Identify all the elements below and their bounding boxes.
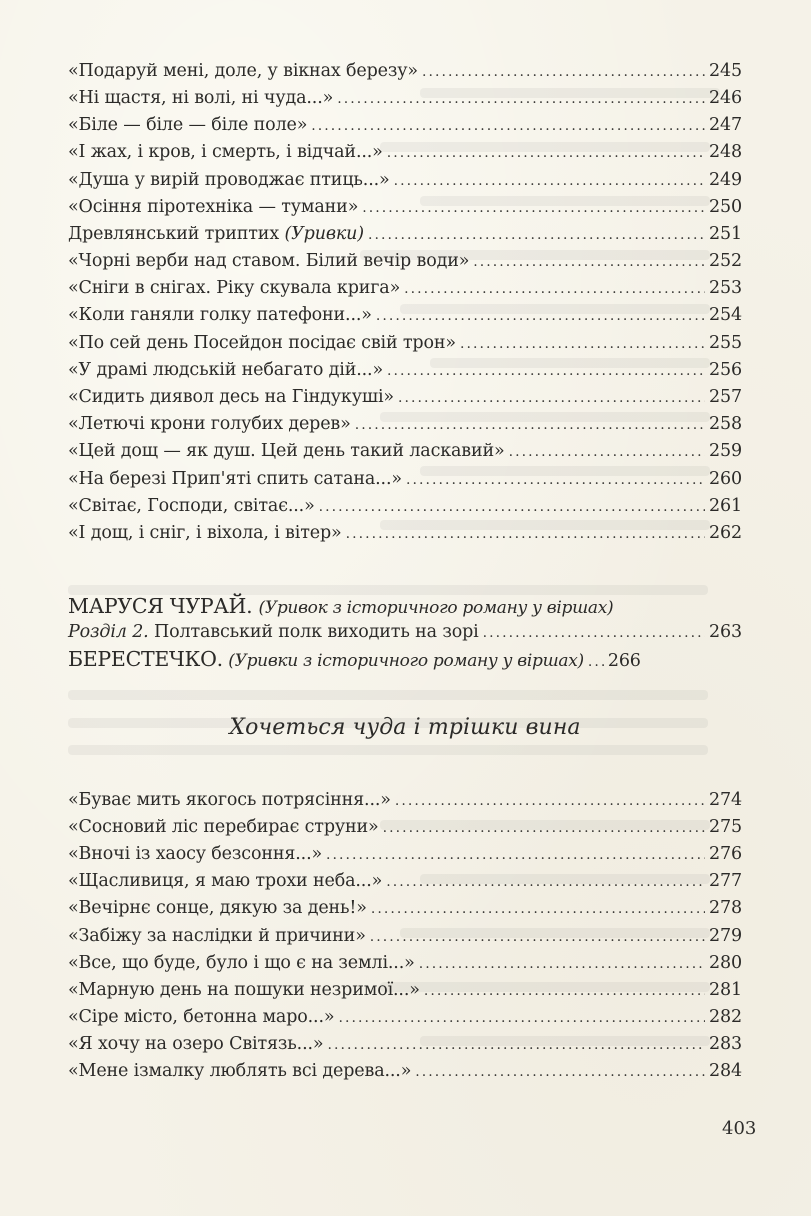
toc-entry[interactable] (68, 1007, 742, 1034)
dot-leader (370, 929, 705, 945)
toc-entry-title-note: (Уривки) (284, 224, 364, 244)
dot-leader (383, 820, 705, 836)
page-number: 403 (722, 1118, 757, 1139)
work-subtitle: (Уривки з історичного роману у віршах) (228, 651, 584, 671)
toc-entry[interactable] (68, 197, 742, 224)
toc-entry[interactable] (68, 1034, 742, 1061)
dot-leader (419, 956, 705, 972)
toc-entry-title: «Мене ізмалку люблять всі дерева...» (68, 1061, 412, 1081)
toc-entry-title: «Біле — біле — біле поле» (68, 115, 308, 135)
dot-leader (346, 526, 705, 542)
toc-entry-page: 248 (709, 142, 742, 162)
toc-entry-title: «Подаруй мені, доле, у вікнах березу» (68, 61, 418, 81)
toc-entry-title (68, 224, 368, 244)
toc-entry[interactable] (68, 926, 742, 953)
toc-entry[interactable] (68, 871, 742, 898)
toc-entry-title: «Осіння піротехніка — тумани» (68, 197, 359, 217)
dot-leader (424, 983, 705, 999)
dot-leader (319, 499, 705, 515)
dot-leader (327, 1037, 705, 1053)
toc-entry-page: 278 (709, 898, 742, 918)
chapter-label: Розділ 2. (68, 622, 149, 642)
toc-entry-page: 249 (709, 170, 742, 190)
dot-leader (395, 793, 705, 809)
toc-entry-page: 252 (709, 251, 742, 271)
toc-entry-title: «Сніги в снігах. Ріку скувала крига» (68, 278, 401, 298)
toc-entry-page: 274 (709, 790, 742, 810)
dot-leader (406, 472, 705, 488)
toc-entry[interactable] (68, 523, 742, 550)
toc-entry[interactable] (68, 142, 742, 169)
toc-entry-page: 275 (709, 817, 742, 837)
toc-entry-title: «Сидить диявол десь на Гіндукуші» (68, 387, 394, 407)
toc-entry[interactable] (68, 496, 742, 523)
dot-leader (483, 625, 705, 641)
dot-leader (338, 1010, 705, 1026)
toc-entry-title: «І дощ, і сніг, і віхола, і вітер» (68, 523, 342, 543)
dot-leader (404, 281, 705, 297)
toc-entry-page: 247 (709, 115, 742, 135)
toc-entry-page: 250 (709, 197, 742, 217)
toc-entry-page: 254 (709, 305, 742, 325)
toc-entry[interactable] (68, 61, 742, 88)
dot-leader (371, 901, 705, 917)
work-title: БЕРЕСТЕЧКО. (68, 647, 223, 671)
toc-entry-title: «Все, що буде, було і що є на землі...» (68, 953, 415, 973)
toc-entry-page: 257 (709, 387, 742, 407)
toc-entry-page: 253 (709, 278, 742, 298)
toc-entry-page: 255 (709, 333, 742, 353)
dot-leader (394, 173, 705, 189)
toc-entry-title: «Буває мить якогось потрясіння...» (68, 790, 391, 810)
dot-leader (368, 227, 705, 243)
dot-leader (473, 254, 705, 270)
toc-entry-page: 266 (607, 651, 641, 671)
toc-entry-title: «Щасливиця, я маю трохи неба...» (68, 871, 383, 891)
dot-leader (337, 91, 705, 107)
dot-leader (460, 336, 705, 352)
dot-leader (311, 118, 705, 134)
toc-entry-title: «По сей день Посейдон посідає свій трон» (68, 333, 456, 353)
toc-entry-page: 284 (709, 1061, 742, 1081)
dot-leader (376, 308, 705, 324)
dot-leader (422, 64, 705, 80)
toc-entry-page: 262 (709, 523, 742, 543)
toc-entry-title: «Чорні верби над ставом. Білий вечір води» (68, 251, 470, 271)
dot-leader (362, 200, 705, 216)
dot-leader (387, 363, 705, 379)
toc-entry[interactable] (68, 88, 742, 115)
toc-entry-page: 258 (709, 414, 742, 434)
toc-entry[interactable] (68, 898, 742, 925)
chapter-title: Полтавський полк виходить на зорі (154, 622, 479, 642)
toc-entry[interactable] (68, 305, 742, 332)
dot-leader (326, 847, 705, 863)
toc-entry[interactable] (68, 953, 742, 980)
section-heading: Хочеться чуда і трішки вина (229, 715, 581, 740)
work-title: МАРУСЯ ЧУРАЙ. (68, 594, 253, 618)
toc-entry[interactable] (68, 790, 742, 817)
toc-entry-title: «Марную день на пошуки незримої...» (68, 980, 420, 1000)
toc-entry[interactable] (68, 360, 742, 387)
toc-entry-page: 276 (709, 844, 742, 864)
toc-entry-page: 283 (709, 1034, 742, 1054)
toc-entry[interactable] (68, 115, 742, 142)
toc-entry-title: «Ні щастя, ні волі, ні чуда...» (68, 88, 334, 108)
toc-work-marusia-churai[interactable] (68, 594, 613, 618)
toc-entry-title-main: Древлянський триптих (68, 224, 280, 244)
toc-entry-title: «Світає, Господи, світає...» (68, 496, 315, 516)
toc-entry-title: «Цей дощ — як душ. Цей день такий ласкавий» (68, 441, 505, 461)
toc-entry[interactable] (68, 278, 742, 305)
toc-entry[interactable] (68, 333, 742, 360)
toc-entry[interactable] (68, 469, 742, 496)
toc-entry-page: 279 (709, 926, 742, 946)
toc-entry-title (68, 647, 588, 671)
toc-entry-title: «На березі Прип'яті спить сатана...» (68, 469, 402, 489)
toc-entry[interactable] (68, 387, 742, 414)
dot-leader (387, 145, 705, 161)
dot-leader (415, 1064, 705, 1080)
dot-leader (509, 444, 705, 460)
toc-entry[interactable] (68, 980, 742, 1007)
toc-entry-page: 280 (709, 953, 742, 973)
toc-entry-page: 251 (709, 224, 742, 244)
toc-entry-title: «Вечірнє сонце, дякую за день!» (68, 898, 367, 918)
toc-entry-page: 282 (709, 1007, 742, 1027)
toc-entry-page: 259 (709, 441, 742, 461)
toc-entry-title: «Душа у вирій проводжає птиць...» (68, 170, 390, 190)
dot-leader (355, 417, 705, 433)
toc-entry[interactable] (68, 414, 742, 441)
toc-entry-page: 260 (709, 469, 742, 489)
toc-entry[interactable] (68, 1061, 742, 1088)
dot-leader (386, 874, 705, 890)
toc-entry-chapter[interactable] (68, 622, 742, 649)
toc-entry-title: «Вночі із хаосу безсоння...» (68, 844, 323, 864)
toc-entry-title: «Летючі крони голубих дерев» (68, 414, 351, 434)
toc-entry-page: 281 (709, 980, 742, 1000)
dot-leader (588, 654, 604, 670)
toc-work-berestechko[interactable] (68, 647, 742, 677)
toc-entry-title: «Сосновий ліс перебирає струни» (68, 817, 379, 837)
toc-entry-title (68, 622, 483, 642)
toc-entry-title: «У драмі людській небагато дій...» (68, 360, 384, 380)
toc-entry[interactable] (68, 224, 742, 251)
toc-entry[interactable] (68, 251, 742, 278)
toc-entry-page: 261 (709, 496, 742, 516)
toc-entry-page: 277 (709, 871, 742, 891)
toc-entry-title: «Коли ганяли голку патефони...» (68, 305, 372, 325)
toc-entry[interactable] (68, 817, 742, 844)
toc-entry-title: «Забіжу за наслідки й причини» (68, 926, 366, 946)
work-subtitle: (Уривок з історичного роману у віршах) (258, 598, 614, 618)
toc-entry[interactable] (68, 844, 742, 871)
toc-entry[interactable] (68, 170, 742, 197)
toc-entry-title: «І жах, і кров, і смерть, і відчай...» (68, 142, 383, 162)
toc-entry[interactable] (68, 441, 742, 468)
toc-entry-page: 256 (709, 360, 742, 380)
toc-entry-title: «Сіре місто, бетонна маро...» (68, 1007, 335, 1027)
toc-entry-page: 245 (709, 61, 742, 81)
toc-entry-title: «Я хочу на озеро Світязь...» (68, 1034, 324, 1054)
toc-entry-page: 246 (709, 88, 742, 108)
dot-leader (398, 390, 705, 406)
toc-entry-page: 263 (709, 622, 742, 642)
